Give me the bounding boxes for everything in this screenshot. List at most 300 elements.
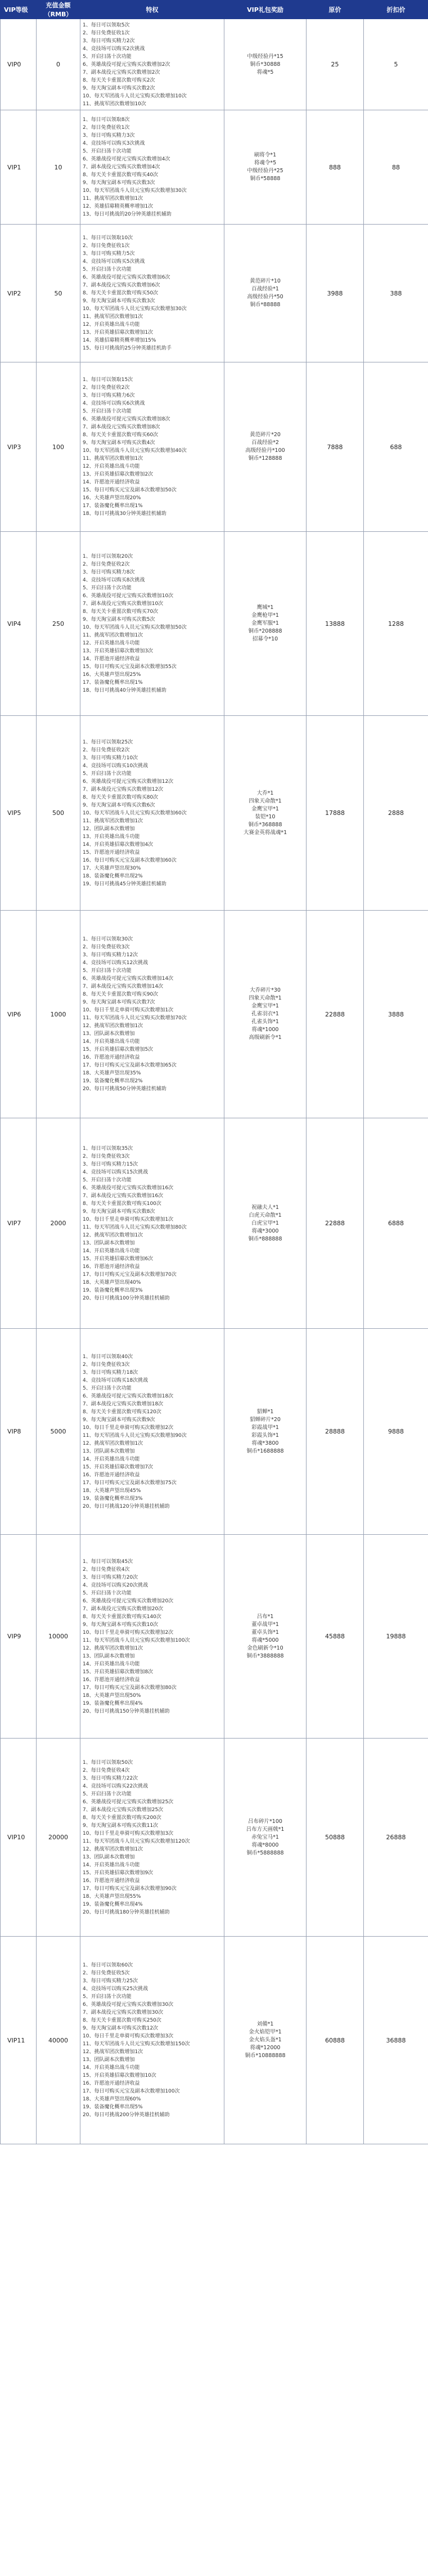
privilege-item: 13、开启英雄招募次数增加3次 bbox=[83, 648, 154, 654]
recharge-amount-cell: 20000 bbox=[37, 1739, 80, 1937]
header-recharge-amount: 充值金额（RMB） bbox=[37, 1, 80, 19]
original-price-cell: 13888 bbox=[307, 532, 364, 716]
privileges-cell bbox=[80, 532, 224, 716]
gift-item: 大乔碎片*30 bbox=[250, 987, 281, 993]
privilege-item: 16、许愿池开通经济收益 bbox=[83, 1677, 140, 1683]
privilege-item: 6、英雄战役可提元宝购买次数增加4次 bbox=[83, 156, 170, 162]
privilege-item: 16、许愿池开通经济收益 bbox=[83, 1878, 140, 1884]
privilege-item: 1、每日可以领取10次 bbox=[83, 235, 133, 241]
privilege-item: 14、开启英雄出战斗功能 bbox=[83, 1661, 140, 1667]
privilege-item: 13、开启英雄招募次数增加2次 bbox=[83, 472, 154, 477]
gift-item: 彩霞战甲*1 bbox=[251, 1424, 279, 1431]
privilege-item: 11、挑战军团次数增加1次 bbox=[83, 314, 143, 320]
privilege-item: 1、每日可以领取8次 bbox=[83, 117, 130, 123]
privilege-item: 10、每日千里走单骑可购买次数增加1次 bbox=[83, 1216, 174, 1222]
privilege-item: 11、每天军团战斗人员元宝购买次数增加90次 bbox=[83, 1432, 187, 1439]
vip-level-cell: VIP10 bbox=[1, 1739, 37, 1937]
privilege-item: 1、每日可以领取60次 bbox=[83, 1963, 133, 1968]
original-price-cell: 45888 bbox=[307, 1535, 364, 1739]
privilege-item: 7、副本战役元宝购买次数增加25次 bbox=[83, 1807, 164, 1813]
privilege-item: 2、每日免费征收2次 bbox=[83, 747, 130, 753]
gift-item: 吕布*1 bbox=[256, 1613, 274, 1620]
gift-item: 董卓头饰*1 bbox=[251, 1629, 279, 1636]
privilege-item: 1、每日可以领取20次 bbox=[83, 554, 133, 559]
privilege-item: 14、许愿池开通经济收益 bbox=[83, 480, 140, 485]
privileges-cell bbox=[80, 911, 224, 1118]
privilege-item: 15、开启英雄招募次数增加9次 bbox=[83, 1870, 154, 1876]
original-price-cell: 28888 bbox=[307, 1329, 364, 1535]
gift-item: 将魂*12000 bbox=[250, 2045, 281, 2051]
table-row bbox=[1, 1535, 428, 1739]
gift-item: 四象天命散*1 bbox=[249, 995, 282, 1001]
vip-level-cell: VIP9 bbox=[1, 1535, 37, 1739]
gift-item: 金火焰头盔*1 bbox=[249, 2037, 282, 2043]
privilege-item: 16、许愿池开通经济收益 bbox=[83, 2081, 140, 2086]
privilege-item: 13、团队副本次数增加 bbox=[83, 1854, 135, 1860]
privilege-item: 17、装备魔化概率出现1% bbox=[83, 503, 143, 509]
privilege-item: 3、每日可购买精力22次 bbox=[83, 1775, 138, 1781]
gift-item: 铜币*58888 bbox=[250, 176, 281, 182]
gift-cell bbox=[224, 532, 307, 716]
gift-item: 金火焰铠甲*1 bbox=[249, 2029, 282, 2035]
privilege-item: 5、开启扫荡十次功能 bbox=[83, 149, 132, 154]
privilege-item: 3、每日可购买精力10次 bbox=[83, 755, 138, 761]
table-row bbox=[1, 1739, 428, 1937]
privilege-item: 16、许愿池开通经济收益 bbox=[83, 1055, 140, 1060]
privilege-item: 15、开启英雄招募次数增加10次 bbox=[83, 2073, 156, 2078]
privilege-item: 15、每日可购买元宝及副本次数增加55次 bbox=[83, 664, 177, 670]
privilege-item: 3、每日可购买精力15次 bbox=[83, 1161, 138, 1167]
privilege-item: 7、副本战役元宝购买次数增加10次 bbox=[83, 601, 164, 607]
privileges-cell bbox=[80, 225, 224, 362]
privilege-item: 13、团队副本次数增加 bbox=[83, 1031, 135, 1037]
privilege-item: 13、开启英雄招募次数增加1次 bbox=[83, 330, 154, 335]
gift-item: 铜币*888888 bbox=[248, 1235, 282, 1242]
privilege-item: 17、装备魔化概率出现1% bbox=[83, 680, 143, 686]
privilege-item: 15、许愿池开通经济收益 bbox=[83, 849, 140, 855]
privilege-item: 8、每天关卡重置次数可购买50次 bbox=[83, 290, 159, 296]
privilege-item: 8、每天关卡重置次数可购买200次 bbox=[83, 1815, 161, 1821]
gift-item: 貂蝉碎片*20 bbox=[250, 1416, 281, 1423]
gift-item: 铜币*30888 bbox=[250, 61, 281, 68]
privilege-item: 13、团队副本次数增加 bbox=[83, 1448, 135, 1454]
gift-item: 百战经验*1 bbox=[251, 286, 279, 292]
privilege-item: 19、装备魔化概率出现5% bbox=[83, 2104, 143, 2110]
gift-item: 铜币*88888 bbox=[250, 302, 281, 308]
privilege-item: 10、每天军团战斗人员元宝购买次数增加30次 bbox=[83, 188, 187, 194]
privilege-item: 17、每日可购买元宝及副本次数增加70次 bbox=[83, 1271, 177, 1278]
gift-item: 铜币*368888 bbox=[248, 821, 282, 828]
privilege-item: 11、每天军团战斗人员元宝购买次数增加80次 bbox=[83, 1224, 187, 1230]
privilege-item: 13、团队副本次数增加 bbox=[83, 2057, 135, 2063]
privilege-item: 15、每日可购买元宝及副本次数增加50次 bbox=[83, 487, 177, 493]
privilege-item: 11、挑战军团次数增加1次 bbox=[83, 818, 143, 824]
privileges-cell bbox=[80, 1739, 224, 1937]
table-row bbox=[1, 225, 428, 362]
privilege-item: 15、开启英雄招募次数增加6次 bbox=[83, 1256, 154, 1262]
discount-price-cell: 3888 bbox=[364, 911, 428, 1118]
privilege-item: 18、大英雄声望出现40% bbox=[83, 1279, 141, 1285]
privilege-item: 10、每天军团战斗人员元宝购买次数增加60次 bbox=[83, 810, 187, 816]
privilege-item: 19、装备魔化概率出现4% bbox=[83, 1700, 143, 1706]
discount-price-cell: 26888 bbox=[364, 1739, 428, 1937]
gift-cell bbox=[224, 1118, 307, 1329]
privilege-item: 1、每日可以领取45次 bbox=[83, 1558, 133, 1565]
privilege-item: 11、挑战军团次数增加1次 bbox=[83, 456, 143, 462]
original-price-cell: 50888 bbox=[307, 1739, 364, 1937]
recharge-amount-cell: 2000 bbox=[37, 1118, 80, 1329]
privilege-item: 7、副本战役元宝购买次数增加6次 bbox=[83, 283, 160, 288]
gift-item: 貂蝉*1 bbox=[256, 1408, 274, 1415]
privilege-item: 7、副本战役元宝购买次数增加4次 bbox=[83, 164, 160, 170]
privilege-item: 9、每天淘宝副本可购买次数7次 bbox=[83, 1000, 155, 1005]
recharge-amount-cell: 50 bbox=[37, 225, 80, 362]
privilege-item: 8、每天关卡重置次数可购买100次 bbox=[83, 1200, 161, 1207]
privilege-item: 7、副本战役元宝购买次数增加2次 bbox=[83, 69, 160, 75]
privilege-item: 4、竞技场可以购买18次挑战 bbox=[83, 1377, 148, 1383]
privilege-item: 7、副本战役元宝购买次数增加20次 bbox=[83, 1606, 164, 1612]
privilege-item: 4、竞技场可以购买8次挑战 bbox=[83, 577, 145, 583]
gift-item: 鹰城*1 bbox=[256, 604, 274, 611]
privilege-item: 7、副本战役元宝购买次数增加12次 bbox=[83, 786, 164, 792]
privilege-item: 19、装备魔化概率出现3% bbox=[83, 1287, 143, 1293]
privilege-item: 13、开启英雄出战斗功能 bbox=[83, 834, 140, 840]
privilege-item: 9、每天淘宝副本可购买次数9次 bbox=[83, 1417, 155, 1423]
header-level: VIP等级 bbox=[1, 1, 37, 19]
table-row bbox=[1, 1937, 428, 2144]
privilege-item: 3、每日可购买精力6次 bbox=[83, 393, 135, 398]
recharge-amount-cell: 40000 bbox=[37, 1937, 80, 2144]
recharge-amount-cell: 10000 bbox=[37, 1535, 80, 1739]
privilege-item: 16、许愿池开通经济收益 bbox=[83, 1472, 140, 1478]
privilege-item: 7、副本战役元宝购买次数增加8次 bbox=[83, 424, 160, 430]
table-row bbox=[1, 716, 428, 911]
table-header-row bbox=[1, 1, 428, 19]
privilege-item: 19、每日可挑战45分钟英雄挂机辅助 bbox=[83, 881, 166, 887]
privilege-item: 2、每日免费征收4次 bbox=[83, 1566, 130, 1573]
privilege-item: 17、每日可购买元宝及副本次数增加80次 bbox=[83, 1685, 177, 1691]
gift-item: 将魂*3800 bbox=[251, 1440, 279, 1446]
privilege-item: 1、每日可以领取15次 bbox=[83, 377, 133, 383]
privilege-item: 9、每天淘宝副本可购买次数3次 bbox=[83, 298, 155, 304]
privilege-item: 18、大英雄声望出现45% bbox=[83, 1488, 141, 1494]
header-original-price: 原价 bbox=[307, 1, 364, 19]
privilege-item: 8、每天关卡重置次数可购买60次 bbox=[83, 432, 159, 438]
recharge-amount-cell: 250 bbox=[37, 532, 80, 716]
gift-item: 大乔*1 bbox=[256, 790, 274, 796]
discount-price-cell: 5 bbox=[364, 19, 428, 110]
privilege-item: 8、每天关卡重置次数可购买120次 bbox=[83, 1409, 161, 1415]
gift-cell bbox=[224, 362, 307, 532]
recharge-amount-cell: 1000 bbox=[37, 911, 80, 1118]
privilege-item: 4、竞技场可以购买15次挑战 bbox=[83, 1169, 148, 1175]
gift-item: 刷将令*1 bbox=[254, 152, 277, 158]
privilege-item: 7、副本战役元宝购买次数增加30次 bbox=[83, 2010, 164, 2015]
gift-item: 将魂*8000 bbox=[251, 1842, 279, 1848]
privilege-item: 2、每日免费征收2次 bbox=[83, 385, 130, 391]
privilege-item: 1、每日可以领取25次 bbox=[83, 739, 133, 745]
privilege-item: 11、每天军团战斗人员元宝购买次数增加70次 bbox=[83, 1015, 187, 1021]
privilege-item: 12、开启英雄出战斗功能 bbox=[83, 464, 140, 469]
gift-item: 金鹰枪甲*1 bbox=[251, 612, 279, 619]
privilege-item: 12、团队副本次数增加 bbox=[83, 826, 135, 832]
privilege-item: 16、大英雄声望出现25% bbox=[83, 672, 141, 678]
privilege-item: 7、副本战役元宝购买次数增加18次 bbox=[83, 1401, 164, 1407]
privilege-item: 6、英雄战役可提元宝购买次数增加8次 bbox=[83, 416, 170, 422]
vip-level-cell: VIP7 bbox=[1, 1118, 37, 1329]
privilege-item: 10、每日千里走单骑可购买次数增加2次 bbox=[83, 1424, 174, 1431]
gift-item: 百战经验*2 bbox=[251, 440, 279, 446]
gift-item: 吕布方天画戟*1 bbox=[246, 1826, 285, 1833]
privilege-item: 11、挑战军团次数增加10次 bbox=[83, 101, 146, 107]
privilege-item: 14、英雄招募精英概率增加15% bbox=[83, 338, 156, 343]
table-row bbox=[1, 532, 428, 716]
privilege-item: 4、竞技场可以购买10次挑战 bbox=[83, 763, 148, 769]
privilege-item: 17、每日可购买元宝及副本次数增加100次 bbox=[83, 2089, 180, 2094]
discount-price-cell: 19888 bbox=[364, 1535, 428, 1739]
privilege-item: 4、竞技场可以购买20次挑战 bbox=[83, 1582, 148, 1588]
recharge-amount-cell: 0 bbox=[37, 19, 80, 110]
gift-item: 高级经验丹*50 bbox=[247, 294, 283, 300]
privilege-item: 7、副本战役元宝购买次数增加14次 bbox=[83, 984, 164, 989]
original-price-cell: 7888 bbox=[307, 362, 364, 532]
privileges-cell bbox=[80, 1937, 224, 2144]
gift-item: 黄范碎片*20 bbox=[250, 432, 281, 438]
gift-item: 铜币*128888 bbox=[248, 455, 282, 462]
privilege-item: 3、每日可购买精力20次 bbox=[83, 1574, 138, 1580]
privilege-item: 16、大英雄声望出现20% bbox=[83, 495, 141, 501]
header-gift: VIP礼包奖励 bbox=[224, 1, 307, 19]
original-price-cell: 60888 bbox=[307, 1937, 364, 2144]
privilege-item: 8、每天关卡重置次数可购买250次 bbox=[83, 2018, 161, 2023]
privilege-item: 4、竞技场可以购买22次挑战 bbox=[83, 1783, 148, 1789]
privilege-item: 1、每日可以领取35次 bbox=[83, 1145, 133, 1152]
privilege-item: 20、每日可挑战120分钟英雄挂机辅助 bbox=[83, 1503, 170, 1509]
privilege-item: 6、英雄战役可提元宝购买次数增加14次 bbox=[83, 976, 174, 982]
gift-item: 高级刷新令*1 bbox=[249, 1034, 282, 1041]
privilege-item: 5、开启扫荡十次功能 bbox=[83, 1590, 132, 1596]
table-row bbox=[1, 1329, 428, 1535]
privilege-item: 12、挑战军团次数增加1次 bbox=[83, 1232, 143, 1238]
privilege-item: 12、挑战军团次数增加1次 bbox=[83, 1023, 143, 1029]
privilege-item: 18、大英雄声望出现35% bbox=[83, 1070, 141, 1076]
privilege-item: 2、每日免费征收1次 bbox=[83, 125, 130, 131]
privilege-item: 2、每日免费征收3次 bbox=[83, 944, 130, 950]
privilege-item: 10、每天军团战斗人员元宝购买次数增加10次 bbox=[83, 93, 187, 99]
gift-item: 黄范碎片*10 bbox=[250, 278, 281, 284]
gift-cell bbox=[224, 716, 307, 911]
gift-cell bbox=[224, 1937, 307, 2144]
privilege-item: 9、每天淘宝副本可购买次数12次 bbox=[83, 2026, 159, 2031]
gift-item: 高级经验丹*100 bbox=[245, 447, 285, 454]
vip-level-cell: VIP6 bbox=[1, 911, 37, 1118]
gift-cell bbox=[224, 1535, 307, 1739]
table-row bbox=[1, 19, 428, 110]
gift-item: 白虎宝甲*1 bbox=[251, 1220, 279, 1226]
privilege-item: 3、每日可购买精力12次 bbox=[83, 952, 138, 958]
discount-price-cell: 88 bbox=[364, 110, 428, 225]
privilege-item: 13、团队副本次数增加 bbox=[83, 1653, 135, 1659]
privilege-item: 14、许愿池开通经济收益 bbox=[83, 656, 140, 662]
gift-item: 白虎天命散*1 bbox=[249, 1212, 282, 1218]
privilege-item: 6、英雄战役可提元宝购买次数增加20次 bbox=[83, 1598, 174, 1604]
gift-item: 铜币*10888888 bbox=[245, 2053, 286, 2059]
privilege-item: 2、每日免费征收3次 bbox=[83, 1153, 130, 1159]
gift-item: 将魂*5000 bbox=[251, 1637, 279, 1643]
privilege-item: 2、每日免费征收1次 bbox=[83, 30, 130, 36]
gift-cell bbox=[224, 1739, 307, 1937]
privilege-item: 8、每天关卡重置次数可购买40次 bbox=[83, 172, 159, 178]
privilege-item: 8、每天关卡重置次数可购买2次 bbox=[83, 77, 155, 83]
privilege-item: 9、每天淘宝副本可购买次数2次 bbox=[83, 85, 155, 91]
discount-price-cell: 388 bbox=[364, 225, 428, 362]
original-price-cell: 25 bbox=[307, 19, 364, 110]
privileges-cell bbox=[80, 19, 224, 110]
privilege-item: 5、开启扫荡十次功能 bbox=[83, 1177, 132, 1183]
vip-level-cell: VIP11 bbox=[1, 1937, 37, 2144]
vip-level-cell: VIP2 bbox=[1, 225, 37, 362]
privilege-item: 8、每天关卡重置次数可购买90次 bbox=[83, 992, 159, 997]
privilege-item: 6、英雄战役可提元宝购买次数增加30次 bbox=[83, 2002, 174, 2008]
gift-item: 金鹰军服*1 bbox=[251, 620, 279, 626]
privilege-item: 12、挑战军团次数增加1次 bbox=[83, 1440, 143, 1446]
gift-item: 将魂*5 bbox=[256, 69, 274, 75]
privilege-item: 1、每日可以领取50次 bbox=[83, 1759, 133, 1766]
privilege-item: 3、每日可购买精力3次 bbox=[83, 133, 135, 138]
privilege-item: 10、每日千里走单骑可购买次数增加2次 bbox=[83, 1629, 174, 1636]
privilege-item: 8、每天关卡重置次数可购买80次 bbox=[83, 794, 159, 800]
gift-item: 刘備*1 bbox=[256, 2021, 274, 2027]
discount-price-cell: 9888 bbox=[364, 1329, 428, 1535]
gift-item: 铜币*5888888 bbox=[246, 1849, 284, 1856]
gift-item: 金鹰宝甲*1 bbox=[251, 805, 279, 812]
privilege-item: 14、开启英雄招募次数增加4次 bbox=[83, 841, 154, 848]
privilege-item: 15、开启英雄招募次数增加8次 bbox=[83, 1669, 154, 1675]
privilege-item: 12、挑战军团次数增加1次 bbox=[83, 1846, 143, 1852]
vip-level-cell: VIP4 bbox=[1, 532, 37, 716]
privilege-item: 3、每日可购买精力5次 bbox=[83, 251, 135, 257]
discount-price-cell: 36888 bbox=[364, 1937, 428, 2144]
privilege-item: 3、每日可购买精力8次 bbox=[83, 570, 135, 575]
privilege-item: 6、英雄战役可提元宝购买次数增加25次 bbox=[83, 1799, 174, 1805]
privilege-item: 4、竞技场可以购买25次挑战 bbox=[83, 1986, 148, 1992]
privilege-item: 18、大英雄声望出现50% bbox=[83, 1692, 141, 1699]
privilege-item: 11、挑战军团次数增加1次 bbox=[83, 633, 143, 638]
privilege-item: 10、每日千里走单骑可购买次数增加1次 bbox=[83, 1007, 174, 1013]
privilege-item: 13、每日可挑战的20分钟英雄挂机辅助 bbox=[83, 212, 172, 217]
privilege-item: 20、每日可挑战50分钟英雄挂机辅助 bbox=[83, 1086, 166, 1092]
table-body bbox=[1, 19, 428, 2144]
privilege-item: 9、每天淘宝副本可购买次数6次 bbox=[83, 802, 155, 808]
privilege-item: 15、开启英雄招募次数增加5次 bbox=[83, 1047, 154, 1052]
gift-item: 祝融夫人*1 bbox=[251, 1204, 279, 1211]
gift-item: 金色刷新令*10 bbox=[247, 1645, 283, 1651]
recharge-amount-cell: 5000 bbox=[37, 1329, 80, 1535]
privilege-item: 6、英雄战役可提元宝购买次数增加2次 bbox=[83, 61, 170, 68]
gift-cell bbox=[224, 911, 307, 1118]
privilege-item: 5、开启扫荡十次功能 bbox=[83, 53, 132, 60]
privilege-item: 4、竞技场可以购买12次挑战 bbox=[83, 960, 148, 966]
privilege-item: 17、每日可购买元宝及副本次数增加65次 bbox=[83, 1063, 177, 1068]
privilege-item: 6、英雄战役可提元宝购买次数增加10次 bbox=[83, 593, 174, 599]
privilege-item: 14、开启英雄出战斗功能 bbox=[83, 1456, 140, 1462]
privilege-item: 9、每天淘宝副本可购买次数3次 bbox=[83, 180, 155, 186]
privilege-item: 5、开启扫荡十次功能 bbox=[83, 1385, 132, 1391]
privilege-item: 19、装备魔化概率出现4% bbox=[83, 1901, 143, 1907]
discount-price-cell: 688 bbox=[364, 362, 428, 532]
gift-item: 彩霞头饰*1 bbox=[251, 1432, 279, 1439]
recharge-amount-cell: 500 bbox=[37, 716, 80, 911]
vip-level-cell: VIP8 bbox=[1, 1329, 37, 1535]
privilege-item: 14、开启英雄出战斗功能 bbox=[83, 1862, 140, 1868]
privilege-item: 6、英雄战役可提元宝购买次数增加18次 bbox=[83, 1393, 174, 1399]
gift-item: 中级经验丹*15 bbox=[247, 53, 283, 60]
privilege-item: 12、挑战军团次数增加1次 bbox=[83, 2049, 143, 2055]
privilege-item: 5、开启扫荡十次功能 bbox=[83, 267, 132, 272]
privilege-item: 1、每日可以领取40次 bbox=[83, 1354, 133, 1360]
gift-item: 孔雀羽衣*1 bbox=[251, 1011, 279, 1017]
privilege-item: 2、每日免费征收2次 bbox=[83, 562, 130, 567]
discount-price-cell: 1288 bbox=[364, 532, 428, 716]
privilege-item: 7、副本战役元宝购买次数增加16次 bbox=[83, 1193, 164, 1199]
vip-level-cell: VIP1 bbox=[1, 110, 37, 225]
privilege-item: 9、每天淘宝副本可购买次数4次 bbox=[83, 440, 155, 446]
vip-level-cell: VIP3 bbox=[1, 362, 37, 532]
privilege-item: 19、装备魔化概率出现2% bbox=[83, 1078, 143, 1084]
table-row bbox=[1, 1118, 428, 1329]
privilege-item: 20、每日可挑战180分钟英雄挂机辅助 bbox=[83, 1909, 170, 1915]
privilege-item: 5、开启扫荡十次功能 bbox=[83, 1994, 132, 2000]
recharge-amount-cell: 10 bbox=[37, 110, 80, 225]
privilege-item: 9、每天淘宝副本可购买次数10次 bbox=[83, 1621, 159, 1628]
gift-item: 董卓战甲*1 bbox=[251, 1621, 279, 1628]
original-price-cell: 22888 bbox=[307, 1118, 364, 1329]
privilege-item: 18、装备魔化概率出现2% bbox=[83, 873, 143, 879]
privilege-item: 1、每日可以领取5次 bbox=[83, 22, 130, 28]
gift-item: 孔雀头饰*1 bbox=[251, 1019, 279, 1025]
privilege-item: 6、英雄战役可提元宝购买次数增加16次 bbox=[83, 1185, 174, 1191]
privilege-item: 14、开启英雄出战斗功能 bbox=[83, 2065, 140, 2071]
privilege-item: 10、每天军团战斗人员元宝购买次数增加50次 bbox=[83, 625, 187, 630]
gift-cell bbox=[224, 110, 307, 225]
gift-item: 赤兔宝马*1 bbox=[251, 1834, 279, 1840]
privilege-item: 2、每日免费征收3次 bbox=[83, 1361, 130, 1368]
gift-item: 金鹰宝甲*1 bbox=[251, 1003, 279, 1009]
privilege-item: 15、每日可挑战的25分钟英雄挂机助手 bbox=[83, 346, 172, 351]
privileges-cell bbox=[80, 1535, 224, 1739]
privilege-item: 18、大英雄声望出现55% bbox=[83, 1893, 141, 1899]
privilege-item: 5、开启扫荡十次功能 bbox=[83, 968, 132, 974]
privileges-cell bbox=[80, 1118, 224, 1329]
privilege-item: 12、英雄招募精英概率增加1次 bbox=[83, 204, 154, 209]
privilege-item: 18、每日可挑战40分钟英雄挂机辅助 bbox=[83, 688, 166, 693]
privilege-item: 11、挑战军团次数增加1次 bbox=[83, 196, 143, 201]
privilege-item: 16、每日可购买元宝及副本次数增加60次 bbox=[83, 857, 177, 863]
privilege-item: 4、竞技场可以购买2次挑战 bbox=[83, 46, 145, 52]
privileges-cell bbox=[80, 716, 224, 911]
privilege-item: 2、每日免费征收1次 bbox=[83, 243, 130, 249]
table-row bbox=[1, 362, 428, 532]
gift-item: 将魂令*5 bbox=[254, 160, 277, 166]
privilege-item: 8、每天关卡重置次数可购买70次 bbox=[83, 609, 159, 615]
vip-level-cell: VIP0 bbox=[1, 19, 37, 110]
privilege-item: 19、装备魔化概率出现3% bbox=[83, 1495, 143, 1502]
gift-item: 铜币*1688888 bbox=[246, 1448, 284, 1454]
privilege-item: 17、大英雄声望出现30% bbox=[83, 865, 141, 871]
privilege-item: 6、英雄战役可提元宝购买次数增加12次 bbox=[83, 778, 174, 785]
gift-cell bbox=[224, 225, 307, 362]
privilege-item: 10、每日千里走单骑可购买次数增加3次 bbox=[83, 2033, 174, 2039]
